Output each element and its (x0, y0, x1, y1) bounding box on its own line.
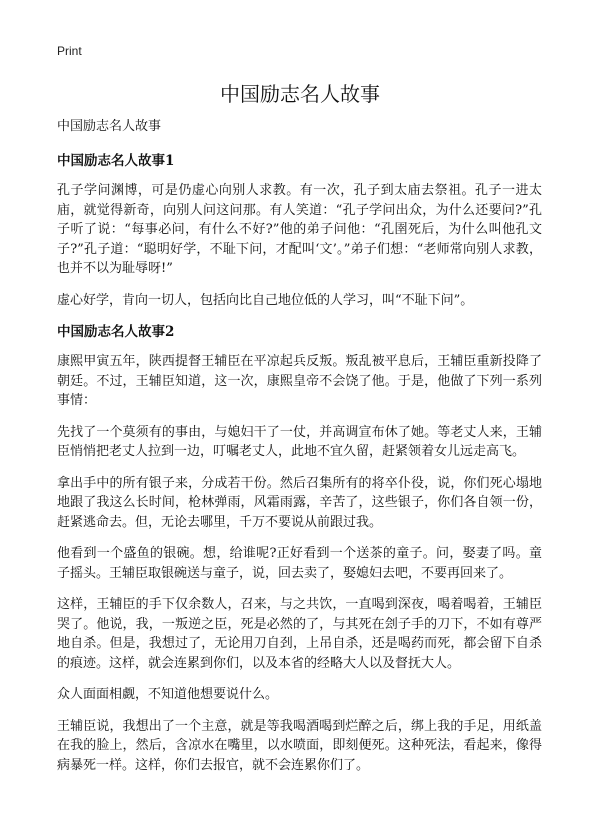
print-link[interactable]: Print (57, 44, 82, 58)
paragraph: 孔子学问渊博，可是仍虚心向别人求教。有一次，孔子到太庙去祭祖。孔子一进太庙，就觉得新奇，向别人问这问那。有人笑道：“孔子学问出众，为什么还要问?”孔子听了说：“每事必问，有什么不好?”他的弟子问他：“孔圉死后，为什么叫他孔文子?”孔子道：“聪明好学，不耻下问，才配叫‘文’。”弟子们想：“老师常向别人求教，也并不以为耻辱呀!” (57, 183, 542, 276)
section-heading: 中国励志名人故事2 (57, 324, 175, 340)
paragraph: 王辅臣说，我想出了一个主意，就是等我喝酒喝到烂醉之后，绑上我的手足，用纸盖在我的脸上，然后，含凉水在嘴里，以水喷面，即刻便死。这种死法，看起来，像得病暴死一样。这样，你们去报官，就不会连累你们了。 (57, 718, 542, 773)
paragraph: 他看到一个盛鱼的银碗。想，给谁呢?正好看到一个送茶的童子。问，娶妻了吗。童子摇头。王辅臣取银碗送与童子，说，回去卖了，娶媳妇去吧，不要再回来了。 (57, 546, 542, 581)
article-body (57, 117, 542, 787)
page-title: 中国励志名人故事 (220, 82, 380, 106)
paragraph: 先找了一个莫须有的事由，与媳妇干了一仗，并高调宣布休了她。等老丈人来，王辅臣悄悄把老丈人拉到一边，叮嘱老丈人，此地不宜久留，赶紧领着女儿远走高飞。 (57, 424, 542, 459)
story-section-1 (57, 151, 542, 310)
story-section-2 (57, 322, 542, 775)
paragraph: 拿出手中的所有银子来，分成若干份。然后召集所有的将卒仆役，说，你们死心塌地地跟了我这么长时间，枪林弹雨，风霜雨露，辛苦了，这些银子，你们各自领一份，赶紧逃命去。但，无论去哪里，千万不要说从前跟过我。 (57, 475, 542, 530)
article-subtitle: 中国励志名人故事 (57, 119, 162, 134)
paragraph: 虚心好学，肯向一切人，包括向比自己地位低的人学习，叫“不耻下问”。 (57, 292, 474, 308)
paragraph: 康熙甲寅五年，陕西提督王辅臣在平凉起兵反叛。叛乱被平息后，王辅臣重新投降了朝廷。不过，王辅臣知道，这一次，康熙皇帝不会饶了他。于是，他做了下列一系列事情： (57, 354, 542, 408)
paragraph: 众人面面相觑，不知道他想要说什么。 (57, 687, 279, 702)
section-heading: 中国励志名人故事1 (57, 153, 175, 169)
paragraph: 这样，王辅臣的手下仅余数人，召来，与之共饮，一直喝到深夜，喝着喝着，王辅臣哭了。他说，我，一叛逆之臣，死是必然的了，与其死在刽子手的刀下，不如有尊严地自杀。但是，我想过了，无论用刀自刭，上吊自杀，还是喝药而死，都会留下自杀的痕迹。这样，就会连累到你们，以及本省的经略大人以及督抚大人。 (57, 597, 542, 671)
